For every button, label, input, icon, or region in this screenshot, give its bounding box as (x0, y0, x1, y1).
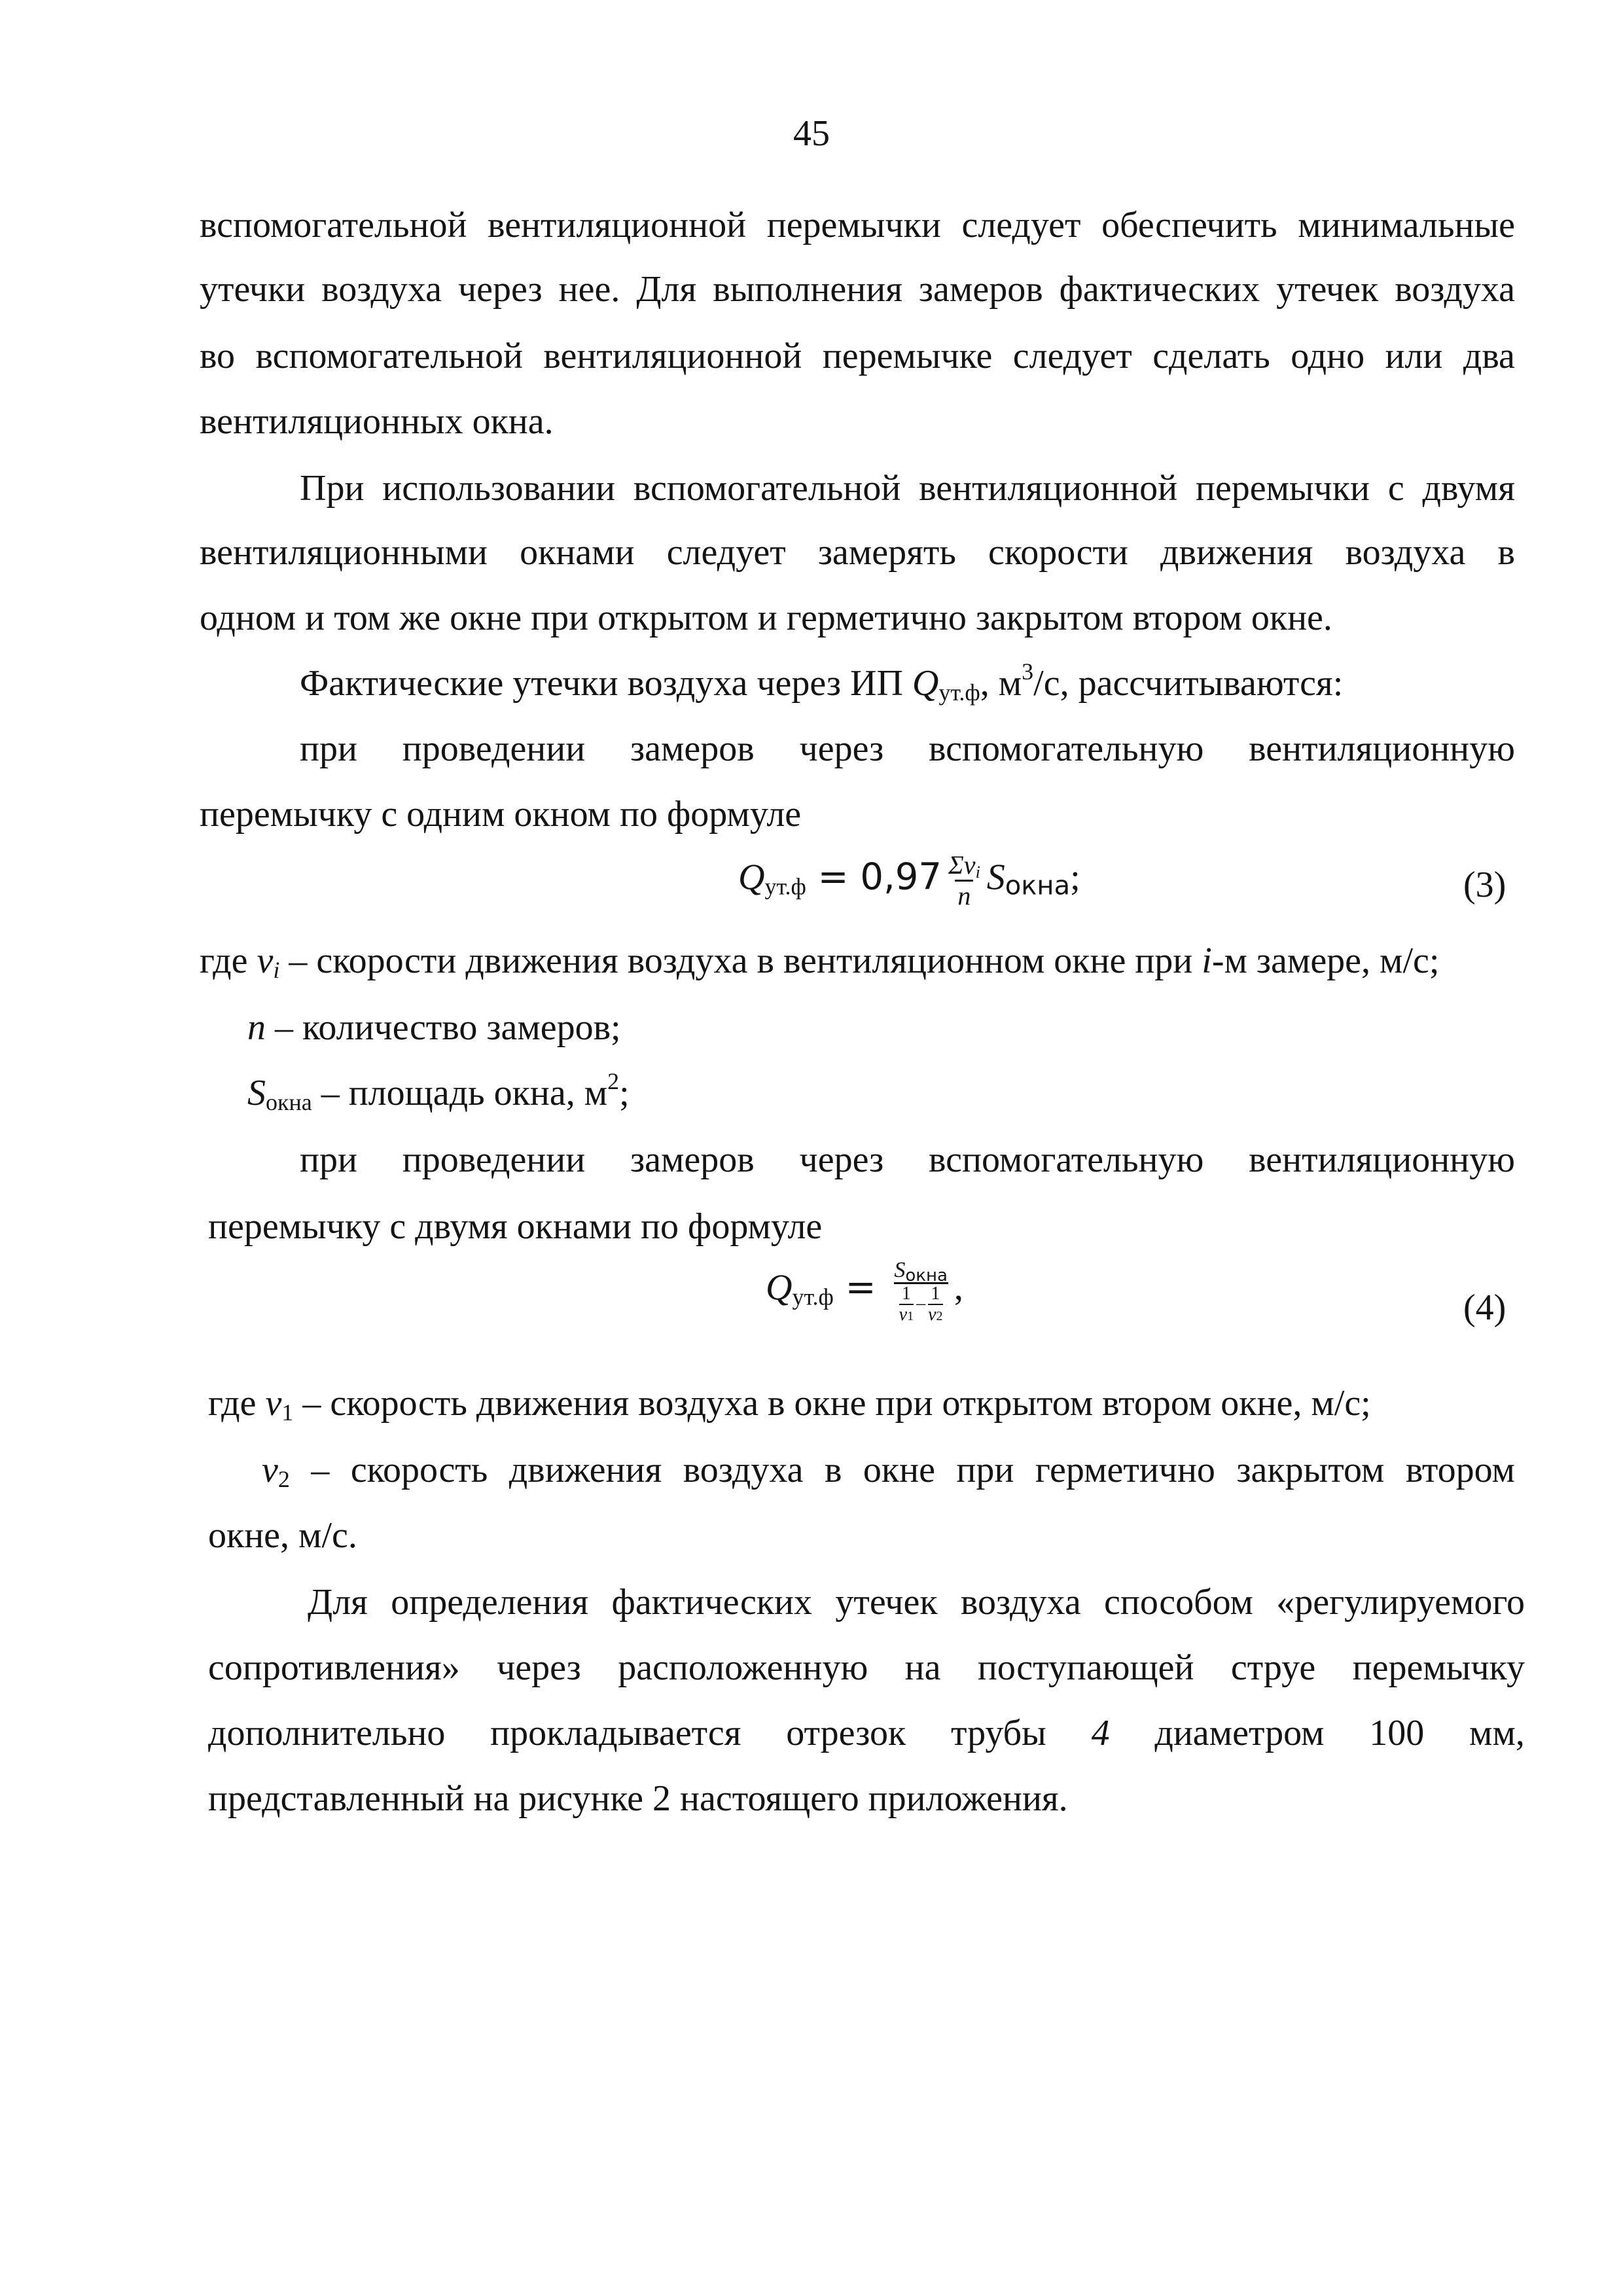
symbol-q: Q (738, 857, 765, 898)
word: вентиляционной (543, 336, 802, 376)
word: при (300, 1139, 357, 1180)
word: с (1387, 468, 1404, 509)
inner-fraction (899, 1284, 914, 1324)
word: воздуха (960, 1582, 1081, 1623)
word: при (956, 1450, 1014, 1490)
formula-number: (3) (1463, 865, 1507, 905)
text-line (200, 534, 1515, 571)
text-line (200, 271, 1515, 308)
text-line (300, 730, 1515, 767)
v2 (928, 1304, 942, 1324)
text-line (247, 1068, 630, 1115)
fraction (891, 1258, 950, 1324)
word: движения (508, 1450, 662, 1490)
word: вентиляционной (919, 468, 1178, 509)
word: движения (1160, 532, 1313, 573)
equals-sign: = (833, 1266, 888, 1309)
text-span: – количество замеров; (266, 1007, 621, 1048)
symbol-s: S (986, 857, 1005, 898)
v1 (899, 1304, 914, 1324)
word: закрытом (1236, 1450, 1385, 1490)
word: «регулируемого (1276, 1582, 1525, 1623)
text-line: одном и том же окне при открытом и герметично закрытом втором окне. (200, 598, 1332, 638)
numerator (891, 1258, 950, 1285)
denominator: n (955, 880, 973, 910)
word: во (200, 336, 236, 376)
text-span: – скорости движения воздуха в вентиляционном окне при (279, 941, 1202, 981)
semicolon: ; (1070, 857, 1080, 898)
word: при (300, 728, 357, 769)
text-line (208, 1715, 1525, 1751)
word: утечек (835, 1582, 938, 1623)
word: перемычку (1352, 1647, 1525, 1688)
comma: , (954, 1267, 963, 1308)
text-span: ; (619, 1073, 630, 1113)
word: сделать (1152, 336, 1270, 376)
text-span: /с, рассчитываются: (1033, 663, 1344, 704)
word: проведении (402, 728, 586, 769)
text-line (200, 207, 1515, 243)
text-line (208, 1383, 1371, 1426)
text-span: – площадь окна, м (312, 1073, 608, 1113)
text-line (308, 1584, 1525, 1621)
word: одно (1291, 336, 1365, 376)
word: воздуха (1345, 532, 1466, 573)
word: скорости (988, 532, 1128, 573)
word: в (1497, 532, 1515, 573)
subscript: 2 (936, 1308, 943, 1323)
word: через (799, 728, 884, 769)
word: в (824, 1450, 842, 1490)
text-line: перемычку с двумя окнами по формуле (208, 1206, 823, 1247)
subscript: 1 (907, 1308, 914, 1323)
word: через (799, 1139, 884, 1180)
word: При (300, 468, 365, 509)
superscript: 2 (607, 1068, 620, 1094)
word: минимальные (1298, 205, 1515, 245)
word: перемычки (766, 205, 941, 245)
text-line (200, 941, 1440, 983)
word: перемычки (1195, 468, 1370, 509)
text-line (208, 1649, 1525, 1686)
text-line: окне, м/с. (208, 1515, 357, 1556)
subscript: 1 (281, 1399, 294, 1426)
text-span: Фактические утечки воздуха через ИП (300, 663, 912, 704)
word: воздуха (683, 1450, 804, 1490)
word: вспомогательной (633, 468, 901, 509)
word: способом (1104, 1582, 1253, 1623)
word: на (904, 1647, 941, 1688)
word: два (1463, 336, 1515, 376)
word: утечек (1276, 269, 1379, 310)
word: вентиляционной (488, 205, 747, 245)
word: следует (961, 205, 1081, 245)
sum-v: Σv (948, 850, 976, 880)
superscript: 3 (1022, 658, 1034, 685)
word: – (311, 1450, 330, 1490)
symbol-s: S (247, 1073, 266, 1113)
text-line (247, 1009, 621, 1046)
word: скорость (350, 1450, 488, 1490)
symbol-v: v (899, 1304, 908, 1325)
equals-coefficient: = 0,97 (806, 855, 942, 899)
word: замеров (918, 269, 1043, 310)
denominator (894, 1282, 948, 1324)
minus-sign: – (916, 1293, 926, 1314)
inner-fraction (928, 1284, 942, 1324)
symbol-i: i (1202, 941, 1212, 981)
symbol-q: Q (766, 1267, 793, 1308)
subscript: i (975, 863, 980, 882)
text-line: представленный на рисунке 2 настоящего приложения. (208, 1778, 1068, 1819)
symbol-n: n (247, 1007, 266, 1048)
word: проведении (402, 1139, 586, 1180)
word: втором (1405, 1450, 1515, 1490)
word: нее. (558, 269, 620, 310)
subscript: окна (1005, 870, 1071, 901)
word: вспомогательной (200, 205, 467, 245)
word: выполнения (713, 269, 902, 310)
word: воздуха (321, 269, 442, 310)
subscript: окна (266, 1089, 312, 1115)
word: поступающей (977, 1647, 1194, 1688)
word: прокладывается (490, 1713, 741, 1753)
word: расположенную (618, 1647, 868, 1688)
word: утечки (200, 269, 306, 310)
formula-4 (766, 1258, 963, 1324)
word: фактических (611, 1582, 813, 1623)
one: 1 (931, 1283, 940, 1304)
text-span: , м (980, 663, 1022, 704)
symbol-v: v (928, 1304, 936, 1325)
word: 100 (1369, 1713, 1425, 1753)
word: вспомогательной (255, 336, 523, 376)
subscript: ут.ф (764, 873, 806, 900)
text-line: вентиляционных окна. (200, 401, 554, 442)
symbol-s: S (894, 1258, 906, 1282)
subscript: i (273, 957, 280, 983)
subscript: окна (905, 1266, 948, 1285)
word: отрезок (786, 1713, 906, 1753)
text-line (300, 470, 1515, 507)
symbol-v: v (257, 941, 274, 981)
word: замеров (630, 1139, 755, 1180)
word: сопротивления» (208, 1647, 460, 1688)
word: дополнительно (208, 1713, 446, 1753)
word: воздуха (1395, 269, 1515, 310)
formula-number: (4) (1463, 1287, 1507, 1328)
text-line (200, 338, 1515, 374)
text-span: -м замере, м/с; (1211, 941, 1440, 981)
word: трубы (950, 1713, 1046, 1753)
word: струе (1230, 1647, 1316, 1688)
word: диаметром (1154, 1713, 1325, 1753)
word: $v_2$ (262, 1450, 290, 1492)
word: через (497, 1647, 581, 1688)
text-line: перемычку с одним окном по формуле (200, 794, 802, 834)
word: двумя (1422, 468, 1515, 509)
text-line (300, 658, 1344, 706)
word: через (458, 269, 543, 310)
word: герметично (1035, 1450, 1215, 1490)
one: 1 (901, 1283, 911, 1304)
page-number: 45 (793, 113, 830, 154)
word: использовании (382, 468, 616, 509)
word: замеров (630, 728, 755, 769)
subscript: ут.ф (792, 1283, 834, 1310)
word: фактических (1059, 269, 1260, 310)
word: окне (863, 1450, 935, 1490)
word: следует (1012, 336, 1132, 376)
word: Для (636, 269, 697, 310)
word: обеспечить (1101, 205, 1277, 245)
text-span: – скорость движения воздуха в окне при открытом втором окне, м/с; (293, 1383, 1371, 1424)
text-line (300, 1141, 1515, 1178)
word: Для (308, 1582, 368, 1623)
word: вспомогательную (929, 1139, 1204, 1180)
word: 4 (1091, 1713, 1110, 1753)
word: вспомогательную (929, 728, 1204, 769)
text-span: где (200, 941, 257, 981)
word: вентиляционными (200, 532, 488, 573)
numerator (946, 851, 983, 880)
word: вентиляционную (1249, 1139, 1515, 1180)
fraction (946, 851, 983, 910)
word: окнами (520, 532, 635, 573)
word: следует (666, 532, 786, 573)
word: определения (391, 1582, 589, 1623)
formula-3 (738, 851, 1080, 910)
symbol-v: v (265, 1383, 282, 1424)
word: или (1385, 336, 1443, 376)
word: перемычке (822, 336, 993, 376)
symbol-q: Q (912, 663, 939, 704)
word: замерять (817, 532, 956, 573)
text-span: где (208, 1383, 266, 1424)
word: мм, (1469, 1713, 1525, 1753)
word: вентиляционную (1249, 728, 1515, 769)
text-line (262, 1450, 1515, 1492)
subscript: ут.ф (938, 679, 980, 706)
